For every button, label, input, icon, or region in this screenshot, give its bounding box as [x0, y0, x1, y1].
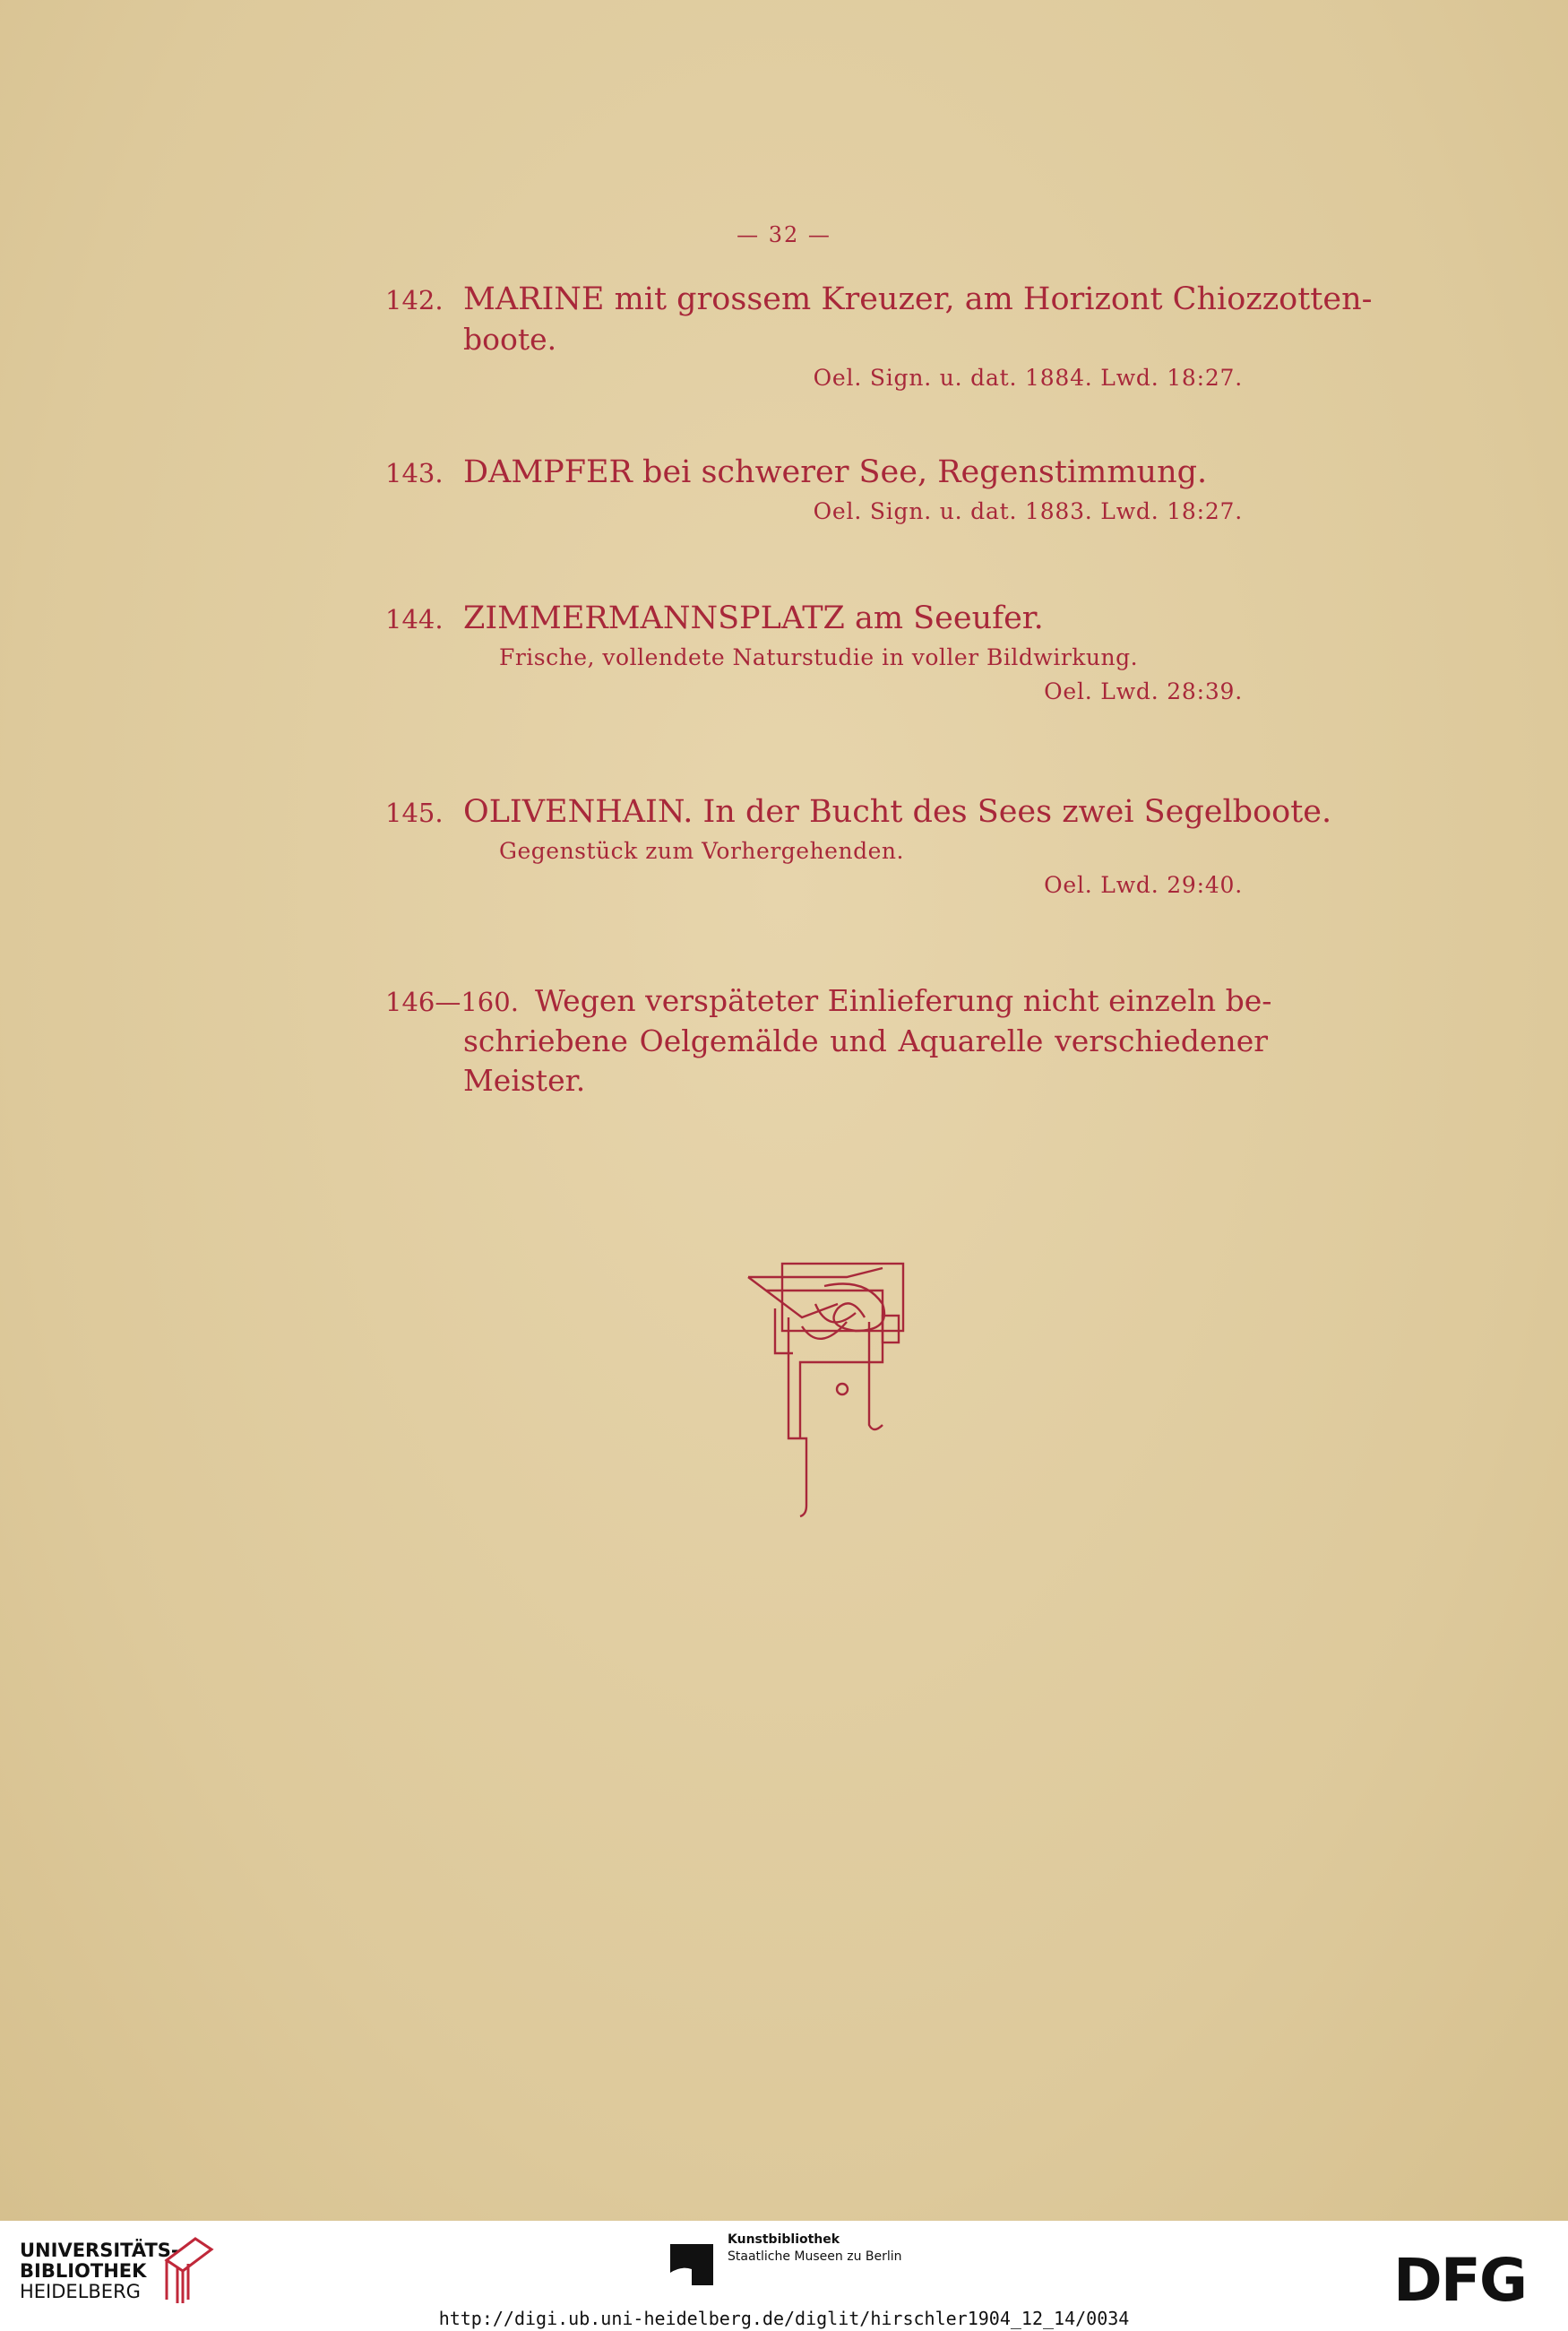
source-url[interactable]: http://digi.ub.uni-heidelberg.de/diglit/hirschler1904_12_14/0034 — [438, 2308, 1130, 2329]
entry-title-continuation: boote. — [463, 322, 557, 357]
printers-ornament-icon — [739, 1255, 927, 1519]
footer-bar — [0, 2221, 1568, 2331]
entry-title: OLIVENHAIN. In der Bucht des Sees zwei Segelboote. — [463, 794, 1332, 830]
entry-description: Gegenstück zum Vorhergehenden. — [499, 838, 904, 864]
entry-meta: Oel. Lwd. 28:39. — [1044, 678, 1243, 704]
entry-number: 142. — [385, 285, 444, 315]
entry-meta: Oel. Lwd. 29:40. — [1044, 872, 1243, 898]
catalog-entry-146-160 — [385, 981, 1272, 1101]
kunstbibliothek-label: Kunstbibliothek Staatliche Museen zu Berlin — [728, 2232, 902, 2264]
catalog-entry-142 — [385, 280, 1373, 393]
page-number: — 32 — — [737, 222, 831, 247]
entry-title: ZIMMERMANNSPLATZ am Seeufer. — [463, 600, 1044, 636]
entry-meta: Oel. Sign. u. dat. 1884. Lwd. 18:27. — [813, 365, 1243, 391]
heidelberg-library-logo: UNIVERSITÄTS- BIBLIOTHEK HEIDELBERG — [20, 2240, 179, 2302]
entry-title: DAMPFER bei schwerer See, Regenstimmung. — [463, 454, 1208, 490]
catalog-entry-143 — [385, 453, 1268, 527]
kunstbibliothek-logo-icon — [668, 2240, 715, 2289]
entry-number: 144. — [385, 604, 444, 635]
entry-number: 145. — [385, 798, 444, 828]
entry-text-line: Meister. — [463, 1063, 586, 1098]
entry-meta: Oel. Sign. u. dat. 1883. Lwd. 18:27. — [813, 498, 1243, 524]
catalog-entry-145 — [385, 792, 1332, 901]
university-library-emblem-icon — [159, 2233, 215, 2305]
dfg-logo: DFG — [1393, 2246, 1527, 2315]
entry-description: Frische, vollendete Naturstudie in voller Bildwirkung. — [499, 644, 1139, 670]
entry-title: Wegen verspäteter Einlieferung nicht einzeln be- — [534, 983, 1272, 1018]
entry-title: MARINE mit grossem Kreuzer, am Horizont Chiozzotten- — [463, 281, 1373, 317]
entry-text-line: schriebene Oelgemälde und Aquarelle verschiedener — [463, 1023, 1268, 1058]
entry-number: 143. — [385, 458, 444, 488]
catalog-entry-144 — [385, 599, 1268, 707]
entry-number: 146—160. — [385, 987, 519, 1017]
